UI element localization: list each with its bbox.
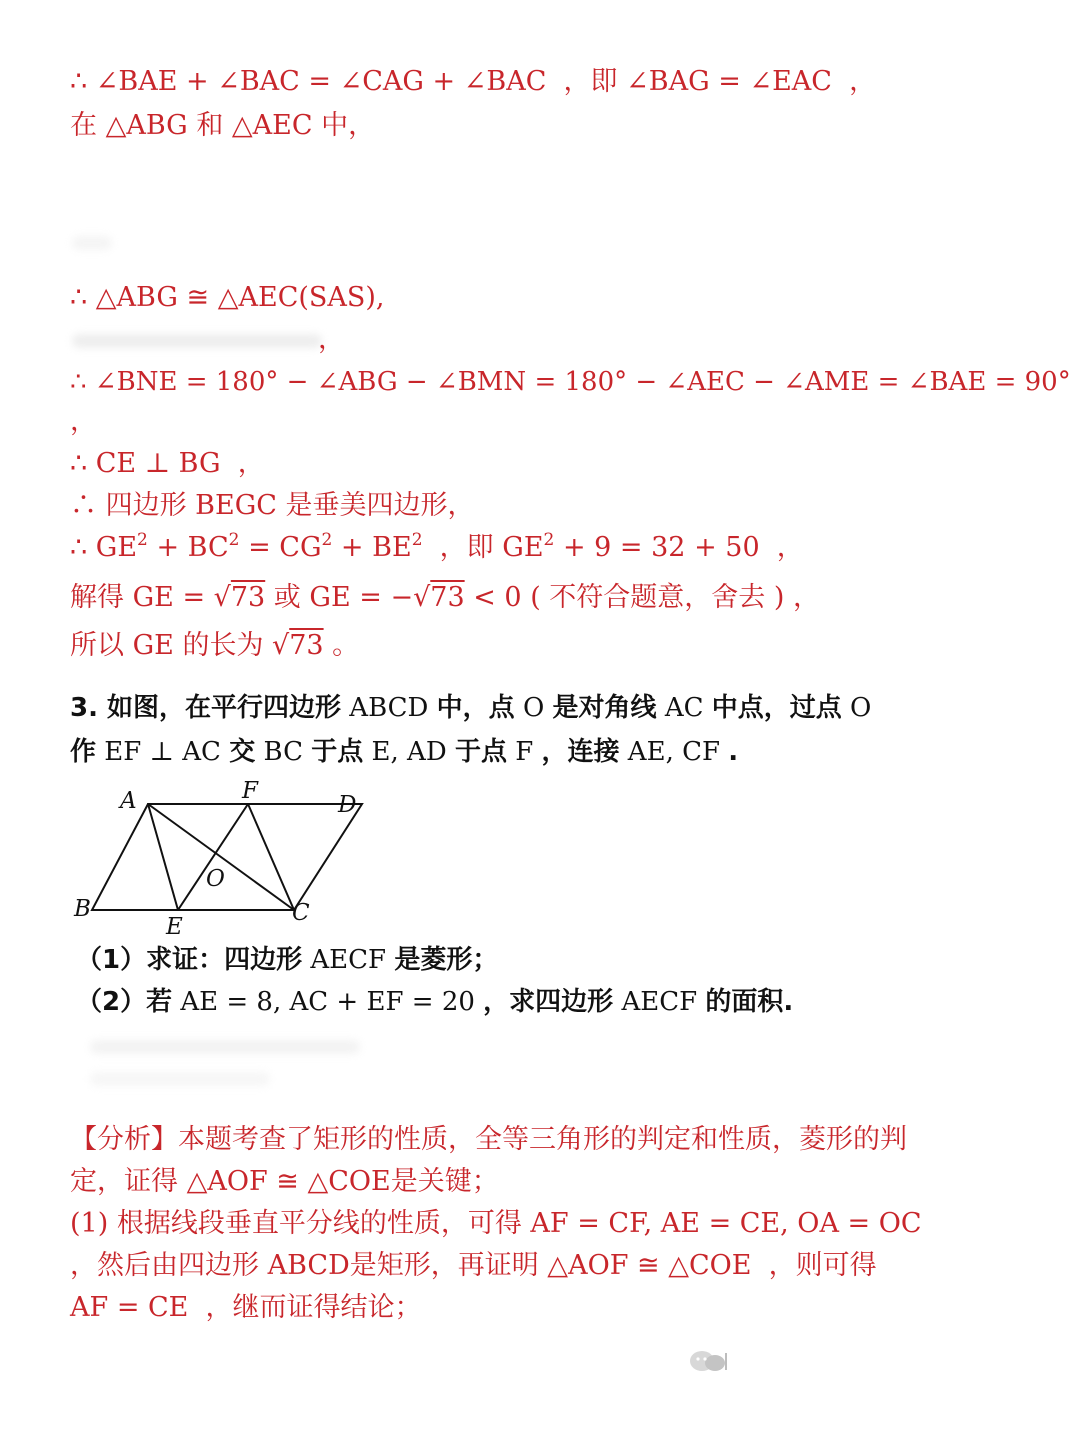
question-2: （2）若 AE = 8, AC + EF = 20 ，求四边形 AECF 的面积. xyxy=(76,987,794,1017)
label-d: D xyxy=(338,792,357,818)
proof-line-2: 在 △ABG 和 △AEC 中， xyxy=(70,110,376,141)
proof-line-6: ， xyxy=(70,406,97,437)
parallelogram-figure xyxy=(72,776,372,940)
label-o: O xyxy=(206,866,225,892)
analysis-line-5: AF = CE ，继而证得结论； xyxy=(70,1292,422,1323)
label-c: C xyxy=(292,900,310,926)
proof-line-7: ∴ CE ⊥ BG ， xyxy=(70,448,265,479)
proof-line-1: ∴ ∠BAE + ∠BAC = ∠CAG + ∠BAC ，即 ∠BAG = ∠EAC ， xyxy=(70,66,877,97)
analysis-line-1: 【分析】本题考查了矩形的性质，全等三角形的判定和性质，菱形的判 xyxy=(70,1124,907,1155)
analysis-line-2: 定，证得 △AOF ≅ △COE是关键； xyxy=(70,1166,499,1197)
proof-line-10: 解得 GE = √73 或 GE = −√73 < 0 ( 不符合题意，舍去 ) ， xyxy=(70,582,821,613)
proof-line-9: ∴ $GE^2 + BC^2 = CG^2 + BE^2$ ，即 $GE^2 + 9 = 32 + 50$ ， xyxy=(70,530,804,563)
label-b: B xyxy=(74,896,91,922)
label-a: A xyxy=(120,788,137,814)
proof-line-3: ∴ △ABG ≅ △AEC(SAS), xyxy=(70,282,385,313)
parallelogram-abcd xyxy=(92,804,362,910)
label-f: F xyxy=(242,778,258,804)
proof-line-11: 所以 GE 的长为 √73 。 xyxy=(70,630,360,661)
segment-ae xyxy=(148,804,178,910)
proof-line-8: ∴ 四边形 BEGC 是垂美四边形， xyxy=(70,490,475,521)
label-e: E xyxy=(166,914,183,940)
analysis-line-3: (1) 根据线段垂直平分线的性质，可得 AF = CF, AE = CE, OA = OC xyxy=(70,1208,922,1239)
segment-ef xyxy=(178,804,248,910)
faded-area xyxy=(72,236,112,250)
diagonal-ac xyxy=(148,804,294,910)
faded-line xyxy=(72,334,322,348)
problem-line-2: 作 EF ⊥ AC 交 BC 于点 E, AD 于点 F ，连接 AE, CF . xyxy=(70,737,739,767)
problem-line-1: 3. 如图，在平行四边形 ABCD 中，点 O 是对角线 AC 中点，过点 O xyxy=(70,693,872,723)
proof-line-5: ∴ ∠BNE = 180° − ∠ABG − ∠BMN = 180° − ∠AEC − ∠AME = ∠BAE = 90° xyxy=(70,367,1071,397)
faded-line xyxy=(90,1040,360,1054)
analysis-line-4: ，然后由四边形 ABCD是矩形，再证明 △AOF ≅ △COE ，则可得 xyxy=(70,1250,877,1281)
question-1: （1）求证：四边形 AECF 是菱形； xyxy=(76,945,499,975)
watermark-logo-icon xyxy=(688,1348,730,1374)
faded-line xyxy=(90,1072,270,1086)
proof-line-4: ， xyxy=(318,324,345,355)
